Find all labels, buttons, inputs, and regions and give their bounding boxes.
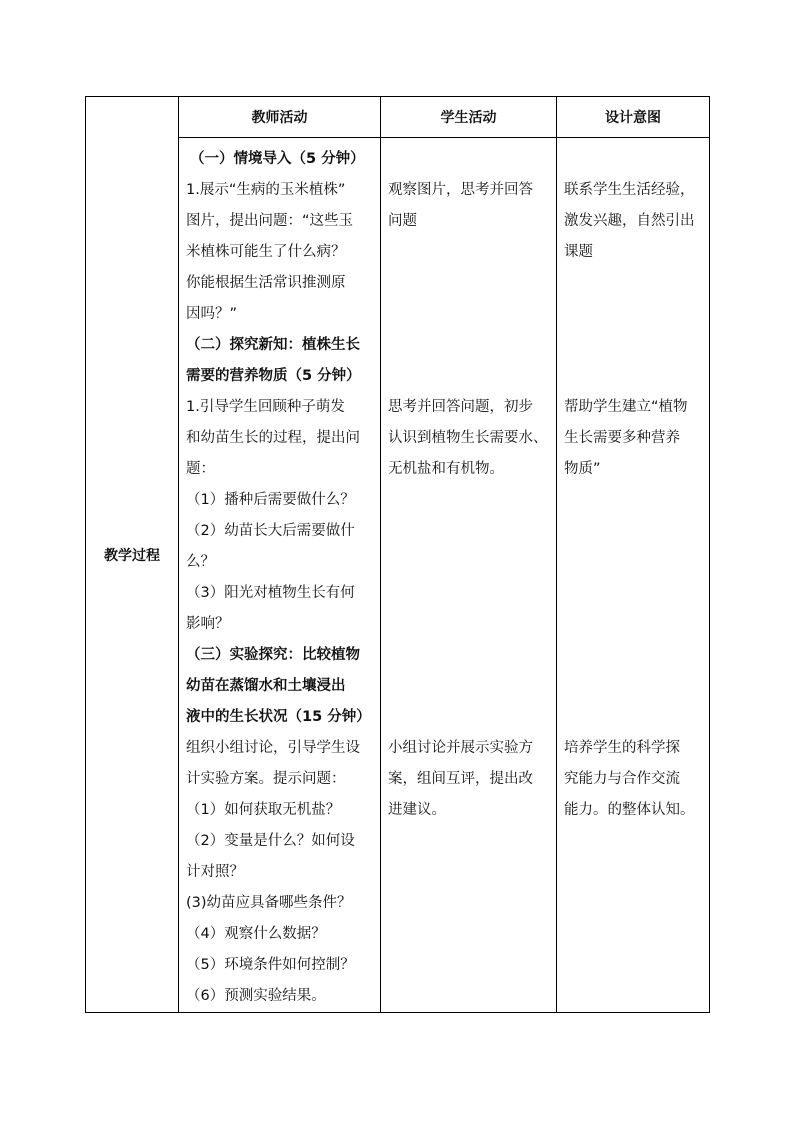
teacher-line: （5）环境条件如何控制？ (186, 957, 355, 973)
design-section2 (564, 392, 703, 485)
teacher-cell (179, 138, 381, 1013)
teacher-line: 计对照？ (186, 864, 244, 880)
design-line: 能力。的整体认知。 (564, 802, 695, 818)
section3-title: 幼苗在蒸馏水和土壤浸出 (186, 678, 346, 694)
student-section2 (388, 392, 550, 485)
design-line: 物质” (564, 461, 601, 477)
design-line: 培养学生的科学探 (564, 740, 680, 756)
stage-label: 教学过程 (104, 547, 160, 564)
design-line: 生长需要多种营养 (564, 430, 680, 446)
design-cell (557, 138, 710, 1013)
header-row (86, 97, 710, 138)
design-section3 (564, 733, 703, 826)
teacher-line: （6）预测实验结果。 (186, 988, 326, 1004)
teacher-line: （1）播种后需要做什么？ (186, 492, 355, 508)
teacher-line: （1）如何获取无机盐？ (186, 802, 341, 818)
header-student: 学生活动 (381, 97, 557, 138)
teacher-line: 图片，提出问题：“这些玉 (186, 213, 354, 229)
design-line: 帮助学生建立“植物 (564, 399, 688, 415)
teacher-line: 题： (186, 461, 215, 477)
header-design: 设计意图 (557, 97, 710, 138)
section3-title: （三）实验探究：比较植物 (186, 647, 360, 663)
design-line: 激发兴趣，自然引出 (564, 213, 695, 229)
teacher-line: （2）幼苗长大后需要做什 (186, 523, 355, 539)
teacher-line: 你能根据生活常识推测原 (186, 275, 346, 291)
section3-title: 液中的生长状况（15 分钟） (186, 709, 371, 725)
student-line: 认识到植物生长需要水、 (388, 430, 548, 446)
teacher-line: 计实验方案。提示问题： (186, 771, 346, 787)
teacher-line: 米植株可能生了什么病？ (186, 244, 346, 260)
teacher-line: （2）变量是什么？如何设 (186, 833, 355, 849)
teacher-line: （3）阳光对植物生长有何 (186, 585, 355, 601)
teacher-line: （4）观察什么数据？ (186, 926, 326, 942)
section1-title: （一）情境导入（5 分钟） (190, 151, 365, 167)
lesson-plan-table (85, 96, 710, 1013)
teacher-line: 因吗？” (186, 306, 238, 322)
header-teacher: 教师活动 (179, 97, 381, 138)
student-line: 无机盐和有机物。 (388, 461, 504, 477)
student-cell (381, 138, 557, 1013)
student-line: 思考并回答问题，初步 (388, 399, 533, 415)
student-line: 进建议。 (388, 802, 446, 818)
student-line: 观察图片，思考并回答 (388, 182, 533, 198)
stage-label-cell (86, 97, 179, 1013)
design-section1 (564, 175, 703, 268)
content-row (86, 138, 710, 1013)
teacher-line: 影响？ (186, 616, 230, 632)
teacher-line: 和幼苗生长的过程，提出问 (186, 430, 360, 446)
student-line: 案，组间互评，提出改 (388, 771, 533, 787)
design-line: 联系学生生活经验， (564, 182, 695, 198)
student-section1 (388, 175, 550, 237)
teacher-line: (3)幼苗应具备哪些条件？ (186, 895, 352, 911)
student-section3 (388, 733, 550, 826)
student-line: 问题 (388, 213, 417, 229)
teacher-line: 1.引导学生回顾种子萌发 (186, 399, 345, 415)
teacher-line: 1.展示“生病的玉米植株” (186, 182, 346, 198)
student-line: 小组讨论并展示实验方 (388, 740, 533, 756)
section2-title: 需要的营养物质（5 分钟） (186, 368, 361, 384)
design-line: 究能力与合作交流 (564, 771, 680, 787)
design-line: 课题 (564, 244, 593, 260)
teacher-line: 么？ (186, 554, 215, 570)
teacher-line: 组织小组讨论，引导学生设 (186, 740, 360, 756)
section2-title: （二）探究新知：植株生长 (186, 337, 360, 353)
